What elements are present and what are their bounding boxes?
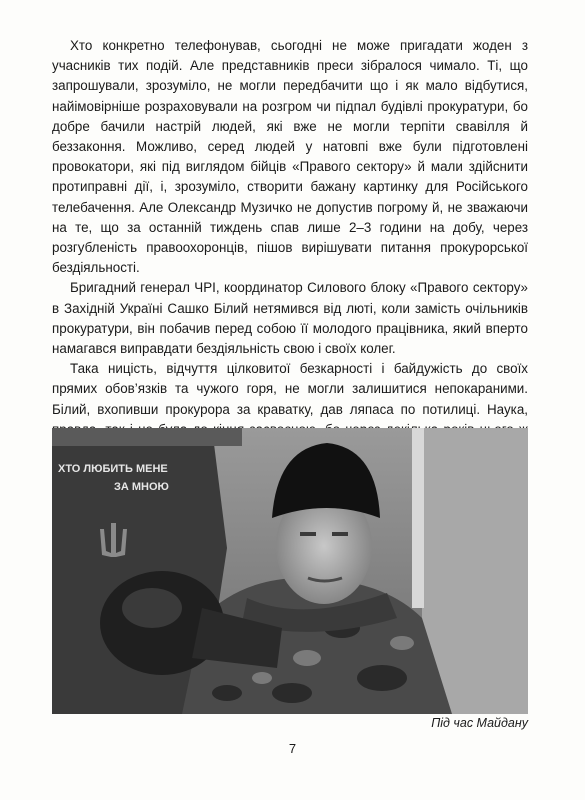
page-number: 7 <box>288 741 297 756</box>
paragraph-2: Бригадний генерал ЧРІ, координатор Силового блоку «Правого сектору» в Західній Україні Сашко Білий нетямився від люті, коли замість очільників прокуратури, він побачив перед собою її молодого працівника, який вперто намагався виправдати бездіяльність свою і своїх колег. <box>52 280 528 357</box>
text-column <box>52 36 528 460</box>
banner-text-1: ХТО ЛЮБИТЬ МЕНЕ <box>58 463 168 475</box>
banner-text-2: ЗА МНОЮ <box>114 481 169 493</box>
photo-maidan <box>52 428 528 714</box>
paragraph-1: Хто конкретно телефонував, сьогодні не може пригадати жоден з учасників тих подій. Але представників преси зібралося чимало. Ті, що запрошували, зрозуміло, не могли передбачити що і як мало відбутися, найімовірніше розраховували на розгром чи підпал будівлі прокуратури, бо добре бачили настрій людей, які вже не могли терпіти свавілля й беззаконня. Можливо, серед людей у натовпі вже були підготовлені провокатори, які під виглядом бійців «Правого сектору» й мали здійснити протиправні дії, і, зрозуміло, створити бажану картинку для Російського телебачення. Але Олександр Музичко не допустив погрому й, не зважаючи на те, що за останній тиждень спав лише 2–3 години на добу, через розгубленість правоохоронців, пішов вирішувати питання прокурорської бездіяльності. <box>52 38 528 276</box>
paragraph-3: Така ницість, відчуття цілковитої безкарності і байдужість до своїх прямих обов’язків та чужого горя, не могли залишитися непокараними. Білий, вхопивши прокурора за краватку, дав ляпаса по потилиці. Наука, <box>52 361 528 417</box>
photo-caption: Під час Майдану <box>431 716 528 730</box>
